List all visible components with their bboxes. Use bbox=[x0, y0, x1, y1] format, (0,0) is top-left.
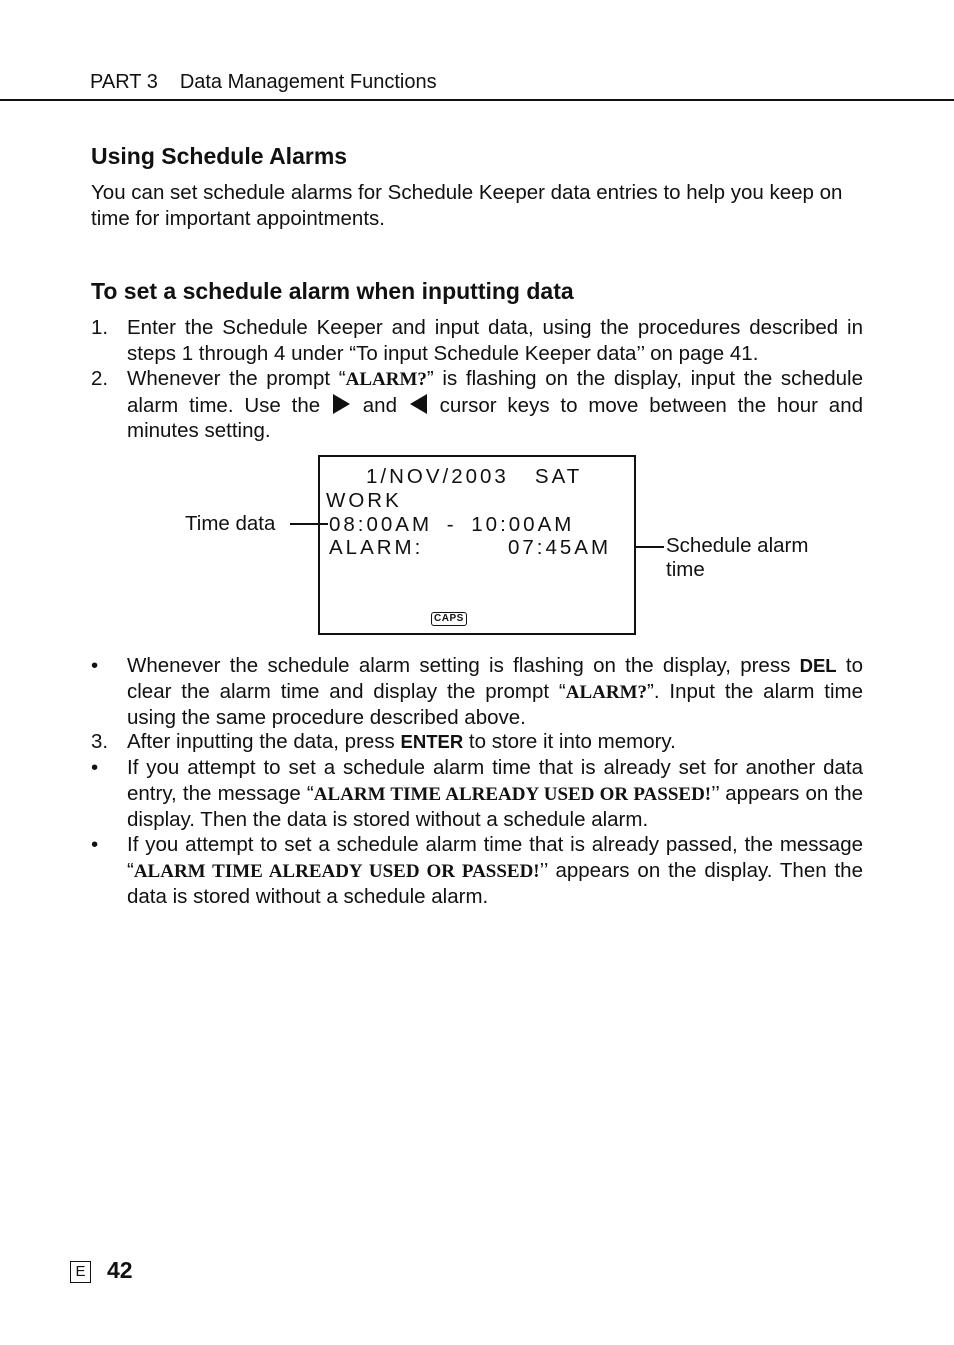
note-text: If you attempt to set a schedule alarm time that is already passed, the message “ALARM TIME ALREADY USED OR PASSED!’’ appears on the display. Then the data is stored without a schedule alarm. bbox=[127, 833, 863, 908]
lcd-line-description: WORK bbox=[326, 489, 402, 512]
header-part: PART 3 bbox=[90, 71, 158, 93]
callout-leader bbox=[290, 523, 328, 525]
step-2 bbox=[91, 366, 863, 444]
step-text: After inputting the data, press ENTER to store it into memory. bbox=[127, 730, 676, 753]
lcd-line-alarm-label: ALARM: bbox=[329, 536, 424, 559]
bullet-marker: • bbox=[91, 833, 99, 856]
note-bullet bbox=[91, 653, 863, 731]
lcd-line-alarm-value: 07:45AM bbox=[508, 536, 612, 559]
step-1 bbox=[91, 315, 863, 366]
callout-time-data: Time data bbox=[185, 512, 276, 535]
lcd-line-date: 1/NOV/2003 SAT bbox=[366, 465, 583, 488]
step-text: Enter the Schedule Keeper and input data, using the procedures described in steps 1 through 4 under “To input Schedule Keeper data’’ on page 41. bbox=[127, 316, 863, 365]
alarm-prompt: ALARM? bbox=[345, 369, 427, 390]
note-text: If you attempt to set a schedule alarm time that is already set for another data entry, the message “ALARM TIME ALREADY USED OR PASSED!’’ appears on the display. Then the data is stored without a schedule alarm. bbox=[127, 756, 864, 831]
step-marker: 1. bbox=[91, 316, 109, 339]
note-bullet bbox=[91, 755, 863, 833]
callout-leader bbox=[634, 546, 664, 548]
lcd-line-time: 08:00AM - 10:00AM bbox=[329, 513, 575, 536]
key-enter: ENTER bbox=[400, 731, 464, 752]
page-number: 42 bbox=[107, 1257, 133, 1283]
error-message: ALARM TIME ALREADY USED OR PASSED! bbox=[133, 860, 540, 882]
step-marker: 3. bbox=[91, 730, 109, 753]
caps-indicator: CAPS bbox=[431, 612, 467, 626]
bullet-marker: • bbox=[91, 756, 99, 779]
step-marker: 2. bbox=[91, 367, 109, 390]
note-bullet bbox=[91, 832, 863, 910]
callout-schedule-alarm-time: Schedule alarm time bbox=[666, 534, 809, 581]
error-message: ALARM TIME ALREADY USED OR PASSED! bbox=[313, 783, 712, 805]
running-header bbox=[90, 71, 437, 94]
left-triangle-icon bbox=[410, 394, 427, 414]
procedure-heading: To set a schedule alarm when inputting data bbox=[91, 278, 574, 304]
alarm-prompt: ALARM? bbox=[565, 681, 648, 703]
section-intro: You can set schedule alarms for Schedule Keeper data entries to help you keep on time for important appointments. bbox=[91, 181, 843, 230]
header-title: Data Management Functions bbox=[179, 71, 437, 93]
header-rule bbox=[0, 99, 954, 101]
step-3 bbox=[91, 729, 863, 755]
note-text: Whenever the schedule alarm setting is flashing on the display, press DEL to clear the alarm time and display the prompt “ALARM?”. Input the alarm time using the same procedure described above. bbox=[127, 654, 863, 729]
key-del: DEL bbox=[799, 655, 837, 676]
language-marker: E bbox=[70, 1261, 91, 1283]
right-triangle-icon bbox=[333, 394, 350, 414]
step-text: Whenever the prompt “ALARM?” is flashing on the display, input the schedule alarm time. Use the and cursor keys to move between the hour and minutes setting. bbox=[127, 367, 863, 442]
section-heading: Using Schedule Alarms bbox=[91, 143, 348, 169]
lcd-display bbox=[318, 455, 636, 635]
bullet-marker: • bbox=[91, 654, 99, 677]
